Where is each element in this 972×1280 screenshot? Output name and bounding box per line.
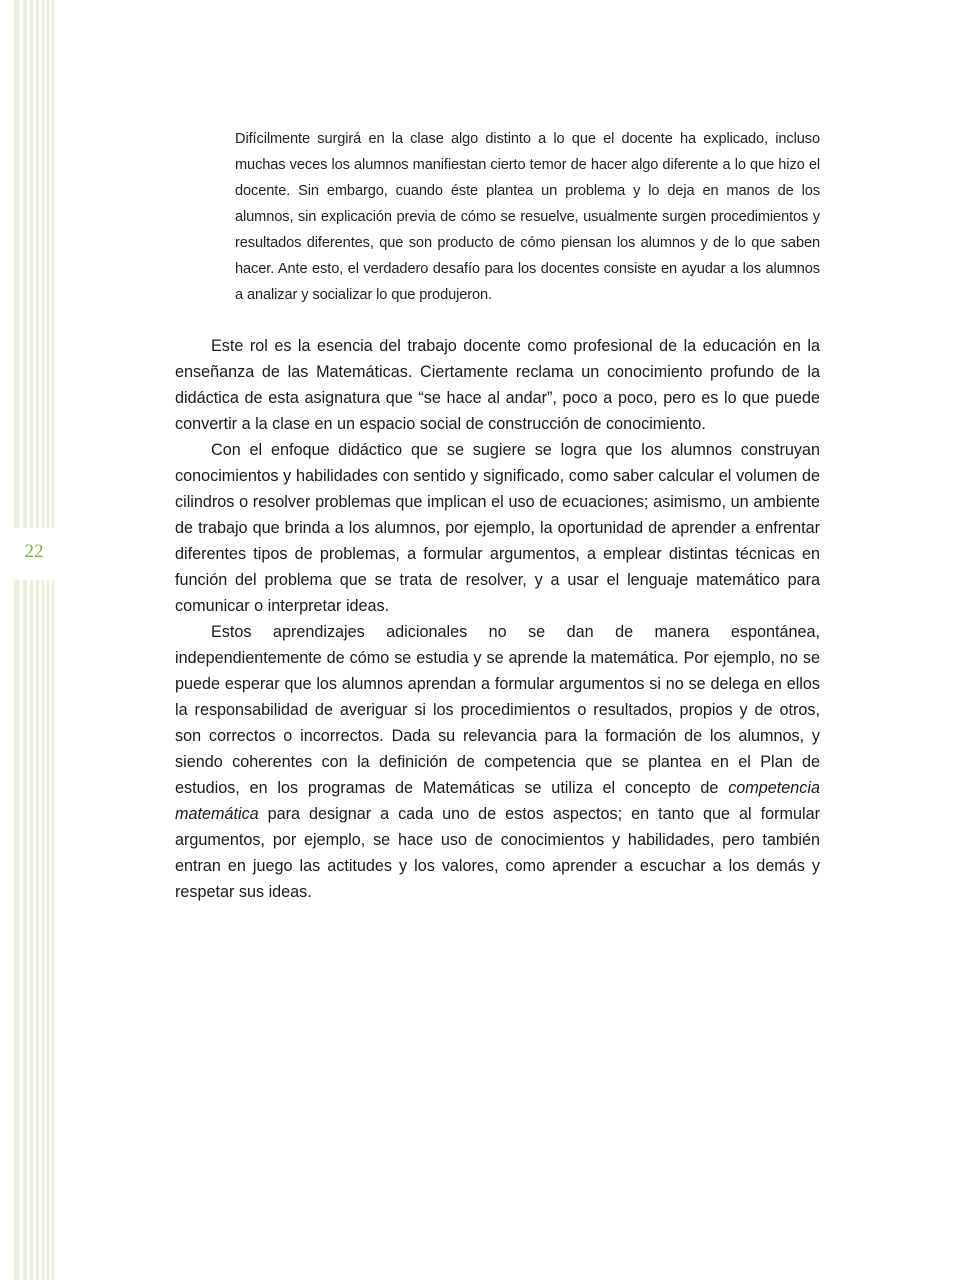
paragraph-2: Con el enfoque didáctico que se sugiere se logra que los alumnos construyan conocimientos y habilidades con sentido y significado, como saber calcular el volumen de cilindros o resolver problemas que implican el uso de ecuaciones; asimismo, un ambiente de trabajo que brinda a los alumnos, por ejemplo, la oportunidad de aprender a enfrentar diferentes tipos de problemas, a formular argumentos, a emplear distintas técnicas en función del problema que se trata de resolver, y a usar el lenguaje matemático para comunicar o interpretar ideas. (175, 441, 820, 615)
emphasis-term: competencia matemática (175, 779, 820, 823)
margin-stripe (52, 0, 54, 1280)
margin-stripe (47, 0, 49, 1280)
paragraph-3-start: Estos aprendizajes adicionales no se dan de manera espontánea, independientemente de cómo se estudia y se aprende la matemática. Por ejemplo, no se puede esperar que los alumnos aprendan a formular argumentos si no se delega en ellos la responsabilidad de averiguar si los procedimientos o resultados, propios y de otros, son correctos o incorrectos. Dada su relevancia para la formación de los alumnos, y siendo coherentes con la definición de competencia que se plantea en el Plan de estudios, en los programas de Matemáticas se utiliza el concepto de (175, 623, 820, 797)
page-number: 22 (24, 541, 44, 562)
block-quote: Difícilmente surgirá en la clase algo distinto a lo que el docente ha explicado, incluso muchas veces los alumnos manifiestan cierto temor de hacer algo diferente a lo que hizo el docente. Sin embargo, cuando éste plantea un problema y lo deja en manos de los alumnos, sin explicación previa de cómo se resuelve, usualmente surgen procedimientos y resultados diferentes, que son producto de cómo piensan los alumnos y de lo que saben hacer. Ante esto, el verdadero desafío para los docentes consiste en ayudar a los alumnos a analizar y socializar lo que produjeron. (235, 131, 820, 303)
body-text (175, 333, 820, 905)
margin-stripe (30, 0, 33, 1280)
margin-stripe (36, 0, 39, 1280)
paragraph-3 (175, 619, 820, 905)
paragraph-3-end: para designar a cada uno de estos aspectos; en tanto que al formular argumentos, por ejemplo, se hace uso de conocimientos y habilidades, pero también entran en juego las actitudes y los valores, como aprender a escuchar a los demás y respetar sus ideas. (175, 805, 820, 901)
margin-stripe (42, 0, 44, 1280)
paragraph-1: Este rol es la esencia del trabajo docente como profesional de la educación en la enseñanza de las Matemáticas. Ciertamente reclama un conocimiento profundo de la didáctica de esta asignatura que “se hace al andar”, poco a poco, pero es lo que puede convertir a la clase en un espacio social de construcción de conocimiento. (175, 337, 820, 433)
margin-stripe (14, 0, 19, 1280)
margin-stripe (23, 0, 27, 1280)
